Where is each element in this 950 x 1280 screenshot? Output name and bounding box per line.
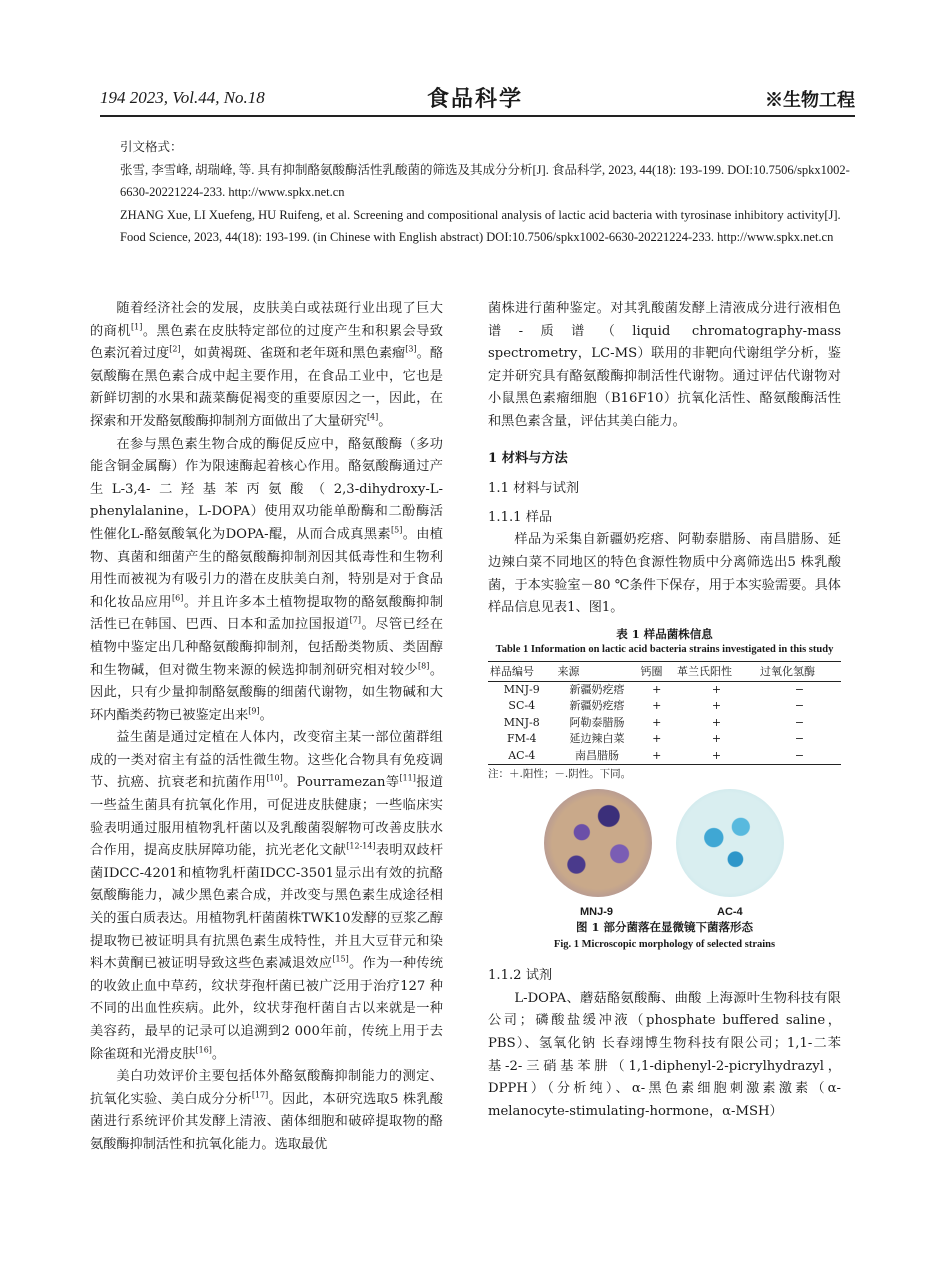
table-row: FM-4 延边辣白菜 + + −	[506, 732, 805, 746]
th-calcium: 钙圈	[638, 661, 675, 681]
citation-label: 引文格式：	[120, 140, 183, 154]
th-source: 来源	[556, 661, 639, 681]
heading-1-1-2: 1.1.2 试剂	[488, 968, 553, 984]
figure-caption-cn: 图 1 部分菌落在显微镜下菌落形态	[575, 920, 753, 935]
section-label: ※生物工程	[765, 90, 855, 111]
table-row: SC-4 新疆奶疙瘩 + + −	[508, 699, 805, 713]
page-header-issue: 194 2023, Vol.44, No.18	[100, 88, 265, 107]
para-intro-4: 美白功效评价主要包括体外酪氨酸酶抑制能力的测定、抗氧化实验、美白成分分析[17]。因此，本研究选取5 株乳酸菌进行系统评价其发酵上清液、菌体细胞和破碎提取物的酪氨酸酶抑制活性和抗氧化能力。选取最优	[90, 1069, 443, 1152]
heading-1: 1 材料与方法	[488, 450, 568, 466]
para-reagents: L-DOPA、蘑菇酪氨酸酶、曲酸 上海源叶生物科技有限公司；磷酸盐缓冲液（phosphate buffered saline，PBS）、氢氧化钠 长春翊博生物科技有限公司；1,1-二苯基-2-三硝基苯肼（1,1-diphenyl-2-picrylhydrazyl，DPPH）（分析纯）、α-黑色素细胞刺激素激素（α-melanocyte-stimulating-hormone，α-MSH）	[488, 990, 841, 1119]
figure-1	[488, 789, 841, 917]
table-row: AC-4 南昌腊肠 + + −	[488, 748, 841, 765]
micrograph-mnj9	[544, 789, 652, 897]
heading-1-1-1: 1.1.1 样品	[488, 509, 553, 525]
para-intro-3: 益生菌是通过定植在人体内，改变宿主某一部位菌群组成的一类对宿主有益的活性微生物。这些化合物具有免疫调节、抗癌、抗衰老和抗菌作用[10]。Pourramezan等[11]报道一些益生菌具有抗氧化作用，可促进皮肤健康；一些临床实验表明通过服用植物乳杆菌以及乳酸菌裂解物可改善皮肤水合作用，提高皮肤屏障功能，抗光老化文献[12-14]表明双歧杆菌IDCC-4201和植物乳杆菌IDCC-3501显示出有效的抗酪氨酸酶能力，减少黑色素合成，并改变与黑色素生成途径相关的蛋白质表达。用植物乳杆菌菌株TWK10发酵的豆浆乙醇提取物已被证明具有抗黑色素生成特性，并且大豆苷元和染料木黄酮已被证明导致这些色素减退效应[15]。作为一种传统的收敛止血中草药，纹状芽孢杆菌已被广泛用于治疗127 种不同的出血性疾病。此外，纹状芽孢杆菌自古以来就是一种美容药，最早的记录可以追溯到2 000年前，传统上用于去除雀斑和光滑皮肤[16]。	[90, 730, 444, 1062]
figure-label-mnj9: MNJ-9	[580, 906, 614, 919]
header-rule	[100, 115, 855, 117]
table-note: 注：＋.阳性；－.阴性。下同。	[488, 768, 632, 781]
th-id: 样品编号	[488, 661, 556, 681]
heading-1-1: 1.1 材料与试剂	[488, 481, 580, 497]
figure-caption-en: Fig. 1 Microscopic morphology of selected strains	[553, 939, 776, 951]
para-right-1: 菌株进行菌种鉴定。对其乳酸菌发酵上清液成分进行液相色谱-质谱（liquid chromatography-mass spectrometry，LC-MS）联用的非靶向代谢组学分析，鉴定并研究具有酪氨酸酶抑制活性代谢物。通过评估代谢物对小鼠黑色素瘤细胞（B16F10）抗氧化活性、酪氨酸酶活性和黑色素含量，评估其美白能力。	[488, 301, 841, 429]
strain-table	[488, 661, 841, 766]
para-samples: 样品为采集自新疆奶疙瘩、阿勒泰腊肠、南昌腊肠、延边辣白菜不同地区的特色食源性物质中分离筛选出5 株乳酸菌，于本实验室－80 ℃条件下保存，用于本实验需要。具体样品信息见表1、图1。	[488, 532, 841, 616]
table-row: MNJ-9 新疆奶疙瘩 + + −	[503, 682, 805, 696]
journal-title: 食品科学	[426, 87, 523, 112]
figure-label-ac4: AC-4	[717, 906, 743, 919]
citation-en: ZHANG Xue, LI Xuefeng, HU Ruifeng, et al. Screening and compositional analysis of lactic acid bacteria with tyrosinase inhibitory activity[J]. Food Science, 2023, 44(18): 193-199. (in Chinese with English abstract) DOI:10.7506/spkx1002-6630-20221224-233. http://www.spkx.net.cn	[120, 207, 841, 244]
citation-cn: 张雪, 李雪峰, 胡瑞峰, 等. 具有抑制酪氨酸酶活性乳酸菌的筛选及其成分分析[J]. 食品科学, 2023, 44(18): 193-199. DOI:10.7506/spkx1002-6630-20221224-233. http://www.spkx.net.cn	[120, 162, 850, 199]
micrograph-ac4	[676, 789, 784, 897]
table-header-row	[488, 661, 841, 681]
left-column	[90, 298, 443, 1157]
th-gram: 革兰氏阳性	[675, 661, 758, 681]
table-caption-cn: 表 1 样品菌株信息	[616, 626, 713, 641]
th-catalase: 过氧化氢酶	[758, 661, 841, 681]
para-intro-2: 在参与黑色素生物合成的酶促反应中，酪氨酸酶（多功能含铜金属酶）作为限速酶起着核心作用。酪氨酸酶通过产生L-3,4-二羟基苯丙氨酸（2,3-dihydroxy-L-phenylalanine，L-DOPA）使用双功能单酚酶和二酚酶活性催化L-酪氨酸氧化为DOPA-醌，从而合成真黑素[5]。由植物、真菌和细菌产生的酪氨酸酶抑制剂因其低毒性和生物利用性而被视为有吸引力的潜在皮肤美白剂，特别是对于食品和化妆品应用[6]。并且许多本土植物提取物的酪氨酸酶抑制活性已在韩国、巴西、日本和孟加拉国报道[7]。尽管已经在植物中鉴定出几种酪氨酸酶抑制剂，包括酚类物质、类固醇和生物碱，但对微生物来源的候选抑制剂研究相对较少[8]。因此，只有少量抑制酪氨酸酶的细菌代谢物，如生物碱和大环内酯类药物已被鉴定出来[9]。	[90, 436, 444, 723]
table-caption-en: Table 1 Information on lactic acid bacteria strains investigated in this study	[495, 643, 834, 655]
right-column	[488, 298, 841, 1123]
citation-block	[120, 136, 850, 249]
para-intro-1: 随着经济社会的发展，皮肤美白或祛斑行业出现了巨大的商机[1]。黑色素在皮肤特定部位的过度产生和积累会导致色素沉着过度[2]，如黄褐斑、雀斑和老年斑和黑色素瘤[3]。酪氨酸酶在黑色素合成中起主要作用，在食品工业中，它也是新鲜切割的水果和蔬菜酶促褐变的重要原因之一，因此，在探索和开发酪氨酸酶抑制剂方面做出了大量研究[4]。	[90, 301, 444, 429]
table-row: MNJ-8 阿勒泰腊肠 + + −	[503, 715, 805, 729]
